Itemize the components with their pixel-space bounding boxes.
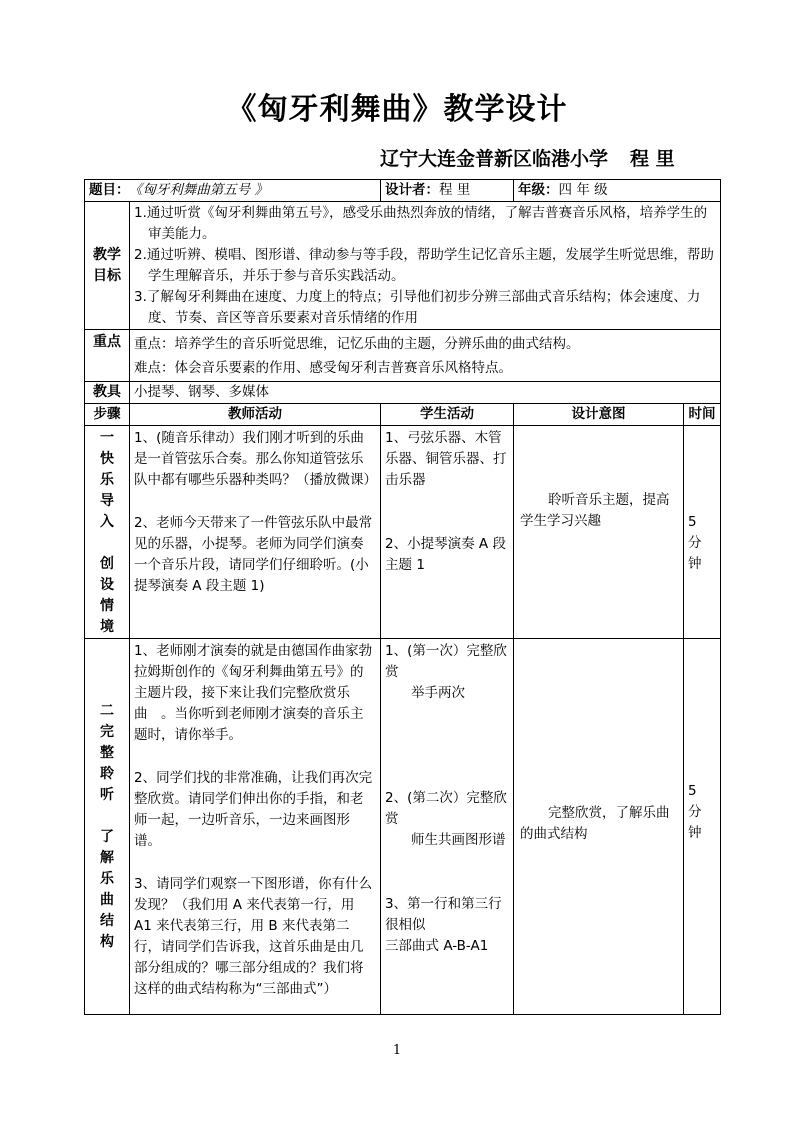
step-1-student-1: 1、弓弦乐器、木管乐器、铜管乐器、打击乐器 <box>385 430 507 488</box>
step-2-label: 二 完 整 聆 听 了 解 乐 曲 结 构 <box>85 639 130 1015</box>
step-1-teacher <box>130 426 381 639</box>
goals-row <box>85 202 721 330</box>
goal-item-2: 2.通过听辨、模唱、图形谱、律动参与等手段，帮助学生记忆音乐主题，发展学生听觉思维，帮助学生理解音乐，并乐于参与音乐实践活动。 <box>134 247 714 284</box>
grade-cell <box>514 180 721 202</box>
step-2-teacher-3: 3、请同学们观察一下图形谱，你有什么发现？（我们用 A 来代表第一行，用 A1 来代表第三行，用 B 来代表第二行，请同学们告诉我，这首乐曲是由几部分组成的？哪三部分组成的？我们将这样的曲式结构称为“三部曲式”） <box>134 876 373 997</box>
col-step: 步骤 <box>85 404 130 426</box>
grade-value: 四 年 级 <box>558 182 608 198</box>
tools-row <box>85 382 721 404</box>
author-school: 辽宁大连金普新区临港小学 <box>380 148 609 170</box>
step-2-row <box>85 639 721 1015</box>
difficult-point: 难点：体会音乐要素的作用、感受匈牙利吉普赛音乐风格特点。 <box>134 360 512 376</box>
step-2-student-3: 2、(第二次）完整欣赏 <box>385 790 507 827</box>
tools-value: 小提琴、钢琴、多媒体 <box>130 382 721 404</box>
key-points-label: 重点 <box>85 330 130 382</box>
designer-label: 设计者： <box>385 182 440 198</box>
designer-cell <box>381 180 514 202</box>
column-header-row <box>85 404 721 426</box>
col-time: 时间 <box>684 404 721 426</box>
tools-label: 教具 <box>85 382 130 404</box>
key-points-row <box>85 330 721 382</box>
topic-value: 《匈牙利舞曲第五号 》 <box>135 182 269 198</box>
step-2-time: 5 分 钟 <box>684 639 721 1015</box>
lesson-plan-table <box>84 179 721 1015</box>
col-intent: 设计意图 <box>514 404 684 426</box>
topic-cell <box>85 180 381 202</box>
step-1-teacher-1: 1、(随音乐律动）我们刚才听到的乐曲是一首管弦乐合奏。那么你知道管弦乐队中都有哪些乐器种类吗？（播放微课） <box>134 430 377 488</box>
step-2-teacher <box>130 639 381 1015</box>
step-2-teacher-1: 1、老师刚才演奏的就是由德国作曲家勃拉姆斯创作的《匈牙利舞曲第五号》的主题片段，接下来让我们完整欣赏乐曲 。当你听到老师刚才演奏的音乐主题时，请你举手。 <box>134 643 373 743</box>
goal-item-1: 1.通过听赏《匈牙利舞曲第五号》，感受乐曲热烈奔放的情绪，了解吉普赛音乐风格，培养学生的审美能力。 <box>134 205 708 242</box>
step-2-student-5: 3、第一行和第三行很相似 <box>385 896 502 933</box>
goal-item-3: 3.了解匈牙利舞曲在速度、力度上的特点；引导他们初步分辨三部曲式音乐结构；体会速度、力度、节奏、音区等音乐要素对音乐情绪的作用 <box>134 289 701 326</box>
step-1-label: 一 快 乐 导 入 创 设 情 境 <box>85 426 130 639</box>
step-1-student <box>381 426 514 639</box>
step-2-student <box>381 639 514 1015</box>
key-points-content <box>130 330 721 382</box>
col-teacher: 教师活动 <box>130 404 381 426</box>
author-name: 程 里 <box>630 148 675 170</box>
step-1-intent: 聆听音乐主题，提高学生学习兴趣 <box>514 426 684 639</box>
header-row <box>85 180 721 202</box>
grade-label: 年级： <box>518 182 559 198</box>
step-2-student-4: 师生共画图形谱 <box>411 832 506 848</box>
step-2-student-6: 三部曲式 A-B-A1 <box>385 938 489 954</box>
step-1-student-2: 2、小提琴演奏 A 段主题 1 <box>385 536 506 573</box>
author-line <box>380 148 675 171</box>
step-2-intent: 完整欣赏，了解乐曲的曲式结构 <box>514 639 684 1015</box>
goals-content <box>130 202 721 330</box>
col-student: 学生活动 <box>381 404 514 426</box>
step-2-teacher-2: 2、同学们找的非常准确，让我们再次完整欣赏。请同学们伸出你的手指，和老师一起，一边听音乐，一边来画图形谱。 <box>134 770 373 849</box>
page-number: 1 <box>392 1043 402 1058</box>
step-1-teacher-2: 2、老师今天带来了一件管弦乐队中最常见的乐器，小提琴。老师为同学们演奏一个音乐片段，请同学们仔细聆听。(小提琴演奏 A 段主题 1) <box>134 515 373 594</box>
step-2-student-1: 1、(第一次）完整欣赏 <box>385 643 507 680</box>
page-title: 《匈牙利舞曲》教学设计 <box>226 92 568 127</box>
step-1-row <box>85 426 721 639</box>
designer-value: 程 里 <box>439 182 471 198</box>
key-point: 重点：培养学生的音乐听觉思维，记忆乐曲的主题，分辨乐曲的曲式结构。 <box>134 336 580 352</box>
topic-label: 题目： <box>89 182 130 198</box>
goals-label: 教学 目标 <box>85 202 130 330</box>
step-1-time: 5 分 钟 <box>684 426 721 639</box>
step-2-student-2: 举手两次 <box>411 685 466 701</box>
